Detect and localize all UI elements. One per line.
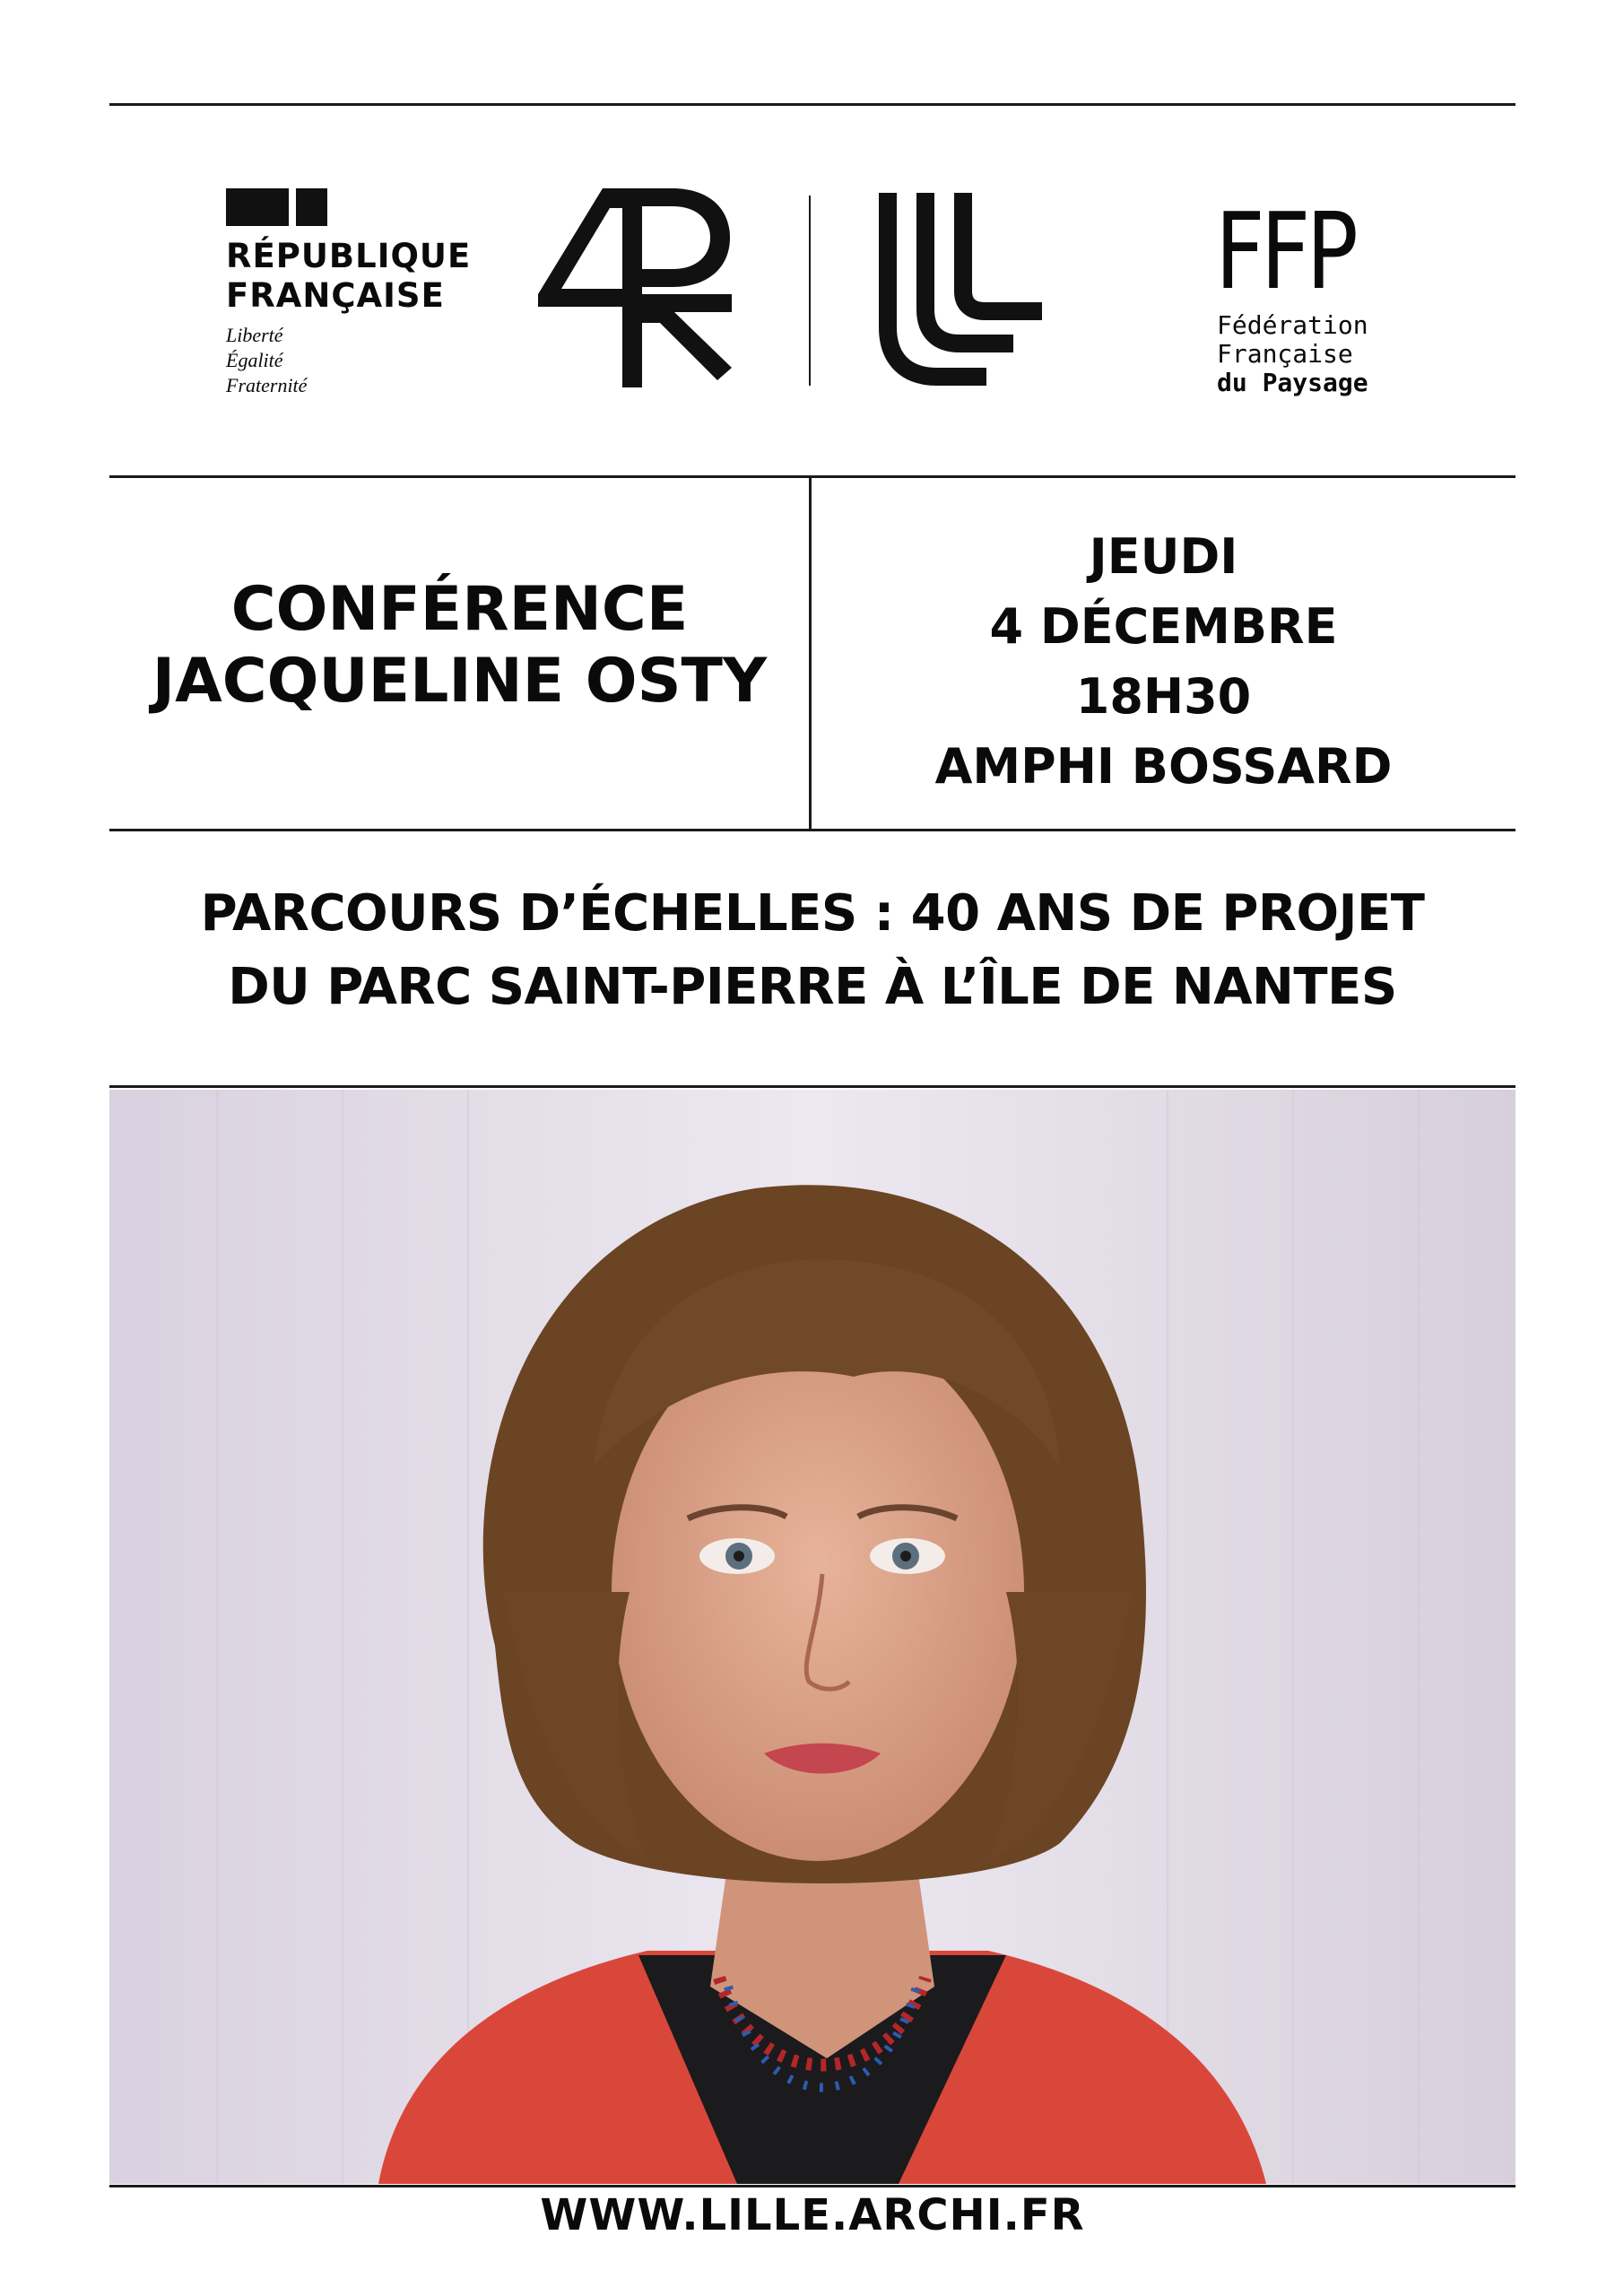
photo-bottom-rule (109, 2185, 1515, 2187)
ap-monogram-logo (538, 188, 735, 390)
motto-liberte: Liberté (226, 324, 283, 346)
conference-speaker: JACQUELINE OSTY (152, 646, 768, 717)
info-bottom-rule (109, 829, 1515, 831)
event-day: JEUDI (1089, 528, 1238, 585)
lecture-subtitle (109, 877, 1515, 1024)
subtitle-line1: PARCOURS D’ÉCHELLES : 40 ANS DE PROJET (200, 884, 1425, 943)
event-info (812, 522, 1515, 802)
conference-title (112, 574, 807, 718)
subtitle-bottom-rule (109, 1085, 1515, 1088)
website-url[interactable]: WWW.LILLE.ARCHI.FR (540, 2190, 1085, 2240)
republique-line2: FRANÇAISE (226, 276, 445, 315)
ffp-line3: du Paysage (1217, 368, 1368, 397)
ffp-fullname (1217, 311, 1368, 397)
event-place: AMPHI BOSSARD (934, 738, 1393, 795)
motto-egalite: Égalité (226, 349, 283, 371)
portrait-illustration (109, 1090, 1515, 2184)
ffp-line2: Française (1217, 339, 1353, 369)
ffp-acronym: FFP (1215, 189, 1354, 313)
top-rule (109, 103, 1515, 106)
lll-monogram-logo (879, 193, 1058, 386)
conference-line1: CONFÉRENCE (230, 574, 689, 645)
republique-line1: RÉPUBLIQUE (226, 237, 472, 275)
event-date: 4 DÉCEMBRE (989, 598, 1338, 655)
marianne-flag-icon (226, 188, 327, 226)
republique-name (226, 237, 471, 316)
subtitle-line2: DU PARC SAINT-PIERRE À L’ÎLE DE NANTES (228, 958, 1397, 1016)
republique-francaise-logo (226, 188, 495, 404)
ffp-line1: Fédération (1217, 310, 1368, 340)
speaker-portrait (109, 1090, 1515, 2184)
motto-fraternite: Fraternité (226, 374, 308, 396)
ffp-logo (1215, 189, 1484, 408)
republique-motto (226, 323, 307, 398)
logos-bottom-rule (109, 475, 1515, 478)
event-time: 18H30 (1075, 668, 1252, 725)
logo-divider (809, 196, 811, 386)
